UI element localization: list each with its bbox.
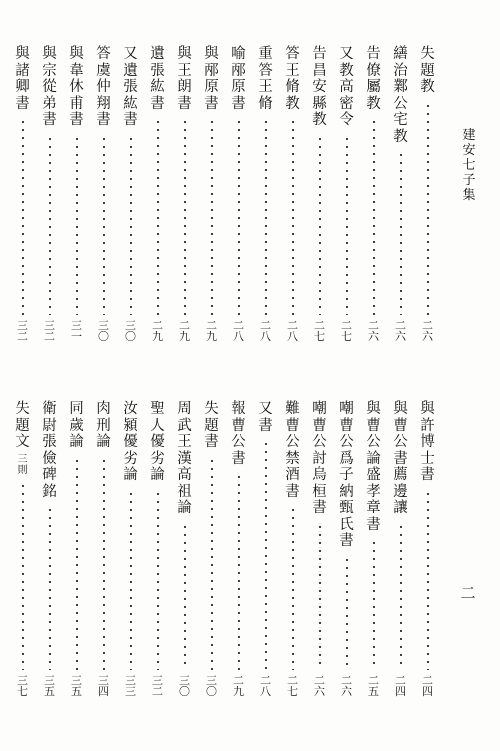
running-header: 建 安 七 子 集 — [462, 128, 476, 203]
toc-entry-page: 二 九 — [179, 319, 190, 343]
dot-leader — [427, 102, 429, 316]
dot-leader — [211, 457, 213, 671]
dot-leader — [373, 118, 375, 315]
toc-entry-page: 二 八 — [260, 674, 271, 698]
toc-entry[interactable] — [256, 46, 275, 342]
toc-entry-page: 二 八 — [233, 319, 244, 343]
toc-entry-page: 二 七 — [287, 674, 298, 698]
toc-entry-title: 與 曹 公 書 薦 邊 讓 — [393, 401, 408, 516]
toc-entry[interactable] — [67, 401, 86, 697]
toc-entry-title: 答 虞 仲 翔 書 — [96, 46, 111, 128]
toc-entry[interactable] — [229, 46, 248, 342]
toc-entry-page: 三 二 — [17, 319, 28, 343]
toc-entry-title: 與 韋 休 甫 書 — [69, 46, 84, 128]
toc-entry[interactable] — [13, 401, 32, 697]
toc-entry[interactable] — [94, 46, 113, 342]
dot-leader — [103, 135, 105, 316]
dot-leader — [319, 135, 321, 316]
toc-entry-page: 二 六 — [341, 674, 352, 698]
toc-entry-page: 三 五 — [71, 674, 82, 698]
toc-entry-title: 告 昌 安 縣 教 — [312, 46, 327, 128]
dot-leader — [22, 118, 24, 315]
dot-leader — [130, 135, 132, 316]
toc-upper-section — [0, 46, 500, 342]
toc-entry[interactable] — [364, 401, 383, 697]
toc-entry-title: 同 歲 論 — [69, 401, 84, 450]
dot-leader — [76, 457, 78, 671]
toc-entry-title: 失 題 書 — [204, 401, 219, 450]
toc-entry-page: 二 六 — [368, 319, 379, 343]
toc-entry-title: 失 題 教 — [420, 46, 435, 95]
toc-entry[interactable] — [310, 46, 329, 342]
toc-entry-page: 二 九 — [233, 674, 244, 698]
toc-entry[interactable] — [310, 401, 329, 697]
dot-leader — [292, 506, 294, 670]
dot-leader — [265, 118, 267, 315]
toc-entry[interactable] — [229, 401, 248, 697]
dot-leader — [346, 556, 348, 671]
toc-entry-title: 重 答 王 脩 — [258, 46, 273, 112]
toc-entry-page: 三 四 — [98, 674, 109, 698]
toc-entry[interactable] — [67, 46, 86, 342]
toc-entry-page: 三 一 — [71, 319, 82, 343]
toc-entry[interactable] — [202, 46, 221, 342]
dot-leader — [49, 135, 51, 316]
toc-entry-page: 三 〇 — [98, 319, 109, 343]
dot-leader — [427, 490, 429, 671]
toc-entry[interactable] — [337, 46, 356, 342]
toc-entry[interactable] — [391, 46, 410, 342]
toc-entry-title: 繕 治 鄴 公 宅 教 — [393, 46, 408, 145]
toc-entry-title: 難 曹 公 禁 酒 書 — [285, 401, 300, 500]
toc-entry-page: 二 九 — [152, 319, 163, 343]
toc-entry[interactable] — [148, 46, 167, 342]
toc-entry-title: 與 王 朗 書 — [177, 46, 192, 112]
toc-entry-title: 又 遺 張 紘 書 — [123, 46, 138, 128]
toc-entry-page: 二 六 — [314, 674, 325, 698]
toc-entry-page: 二 八 — [260, 319, 271, 343]
toc-entry[interactable] — [202, 401, 221, 697]
toc-entry-title: 與 曹 公 論 盛 孝 章 書 — [366, 401, 381, 533]
dot-leader — [319, 523, 321, 671]
toc-entry-title: 汝 潁 優 劣 論 — [123, 401, 138, 483]
dot-leader — [103, 457, 105, 671]
toc-entry[interactable] — [175, 46, 194, 342]
toc-entry-title: 聖 人 優 劣 論 — [150, 401, 165, 483]
toc-entry[interactable] — [121, 46, 140, 342]
toc-entry[interactable] — [364, 46, 383, 342]
dot-leader — [346, 135, 348, 316]
toc-entry[interactable] — [175, 401, 194, 697]
dot-leader — [238, 473, 240, 670]
toc-entry[interactable] — [337, 401, 356, 697]
toc-entry-title: 嘲 曹 公 爲 子 納 甄 氏 書 — [339, 401, 354, 549]
toc-entry-title: 遺 張 紘 書 — [150, 46, 165, 112]
toc-entry[interactable] — [13, 46, 32, 342]
toc-entry[interactable] — [40, 46, 59, 342]
toc-entry-title: 又 教 高 密 令 — [339, 46, 354, 128]
toc-entry-page: 二 七 — [341, 319, 352, 343]
toc-lower-section — [0, 401, 500, 697]
toc-entry-title: 肉 刑 論 — [96, 401, 111, 450]
toc-entry-title: 嘲 曹 公 討 烏 桓 書 — [312, 401, 327, 516]
toc-entry[interactable] — [148, 401, 167, 697]
toc-entry-title: 與 宗 從 弟 書 — [42, 46, 57, 128]
dot-leader — [211, 118, 213, 315]
toc-entry[interactable] — [94, 401, 113, 697]
toc-entry-page: 三 五 — [44, 674, 55, 698]
toc-entry-page: 三 三 — [125, 674, 136, 698]
toc-entry-page: 二 五 — [368, 674, 379, 698]
toc-entry-page: 三 〇 — [206, 674, 217, 698]
toc-entry-page: 三 七 — [17, 674, 28, 698]
dot-leader — [130, 490, 132, 671]
toc-entry-page: 二 四 — [422, 674, 433, 698]
toc-entry-title: 喻 邴 原 書 — [231, 46, 246, 112]
toc-entry-title: 與 許 博 士 書 — [420, 401, 435, 483]
dot-leader — [22, 482, 24, 671]
toc-entry-title: 周 武 王 漢 高 祖 論 — [177, 401, 192, 516]
dot-leader — [157, 118, 159, 315]
dot-leader — [184, 118, 186, 315]
toc-entry-title: 告 僚 屬 教 — [366, 46, 381, 112]
dot-leader — [373, 539, 375, 670]
toc-entry-title: 答 王 脩 教 — [285, 46, 300, 112]
dot-leader — [400, 523, 402, 671]
dot-leader — [76, 135, 78, 316]
toc-entry-page: 二 八 — [287, 319, 298, 343]
toc-entry-title: 失 題 文 — [15, 401, 30, 450]
toc-entry[interactable] — [283, 46, 302, 342]
toc-entry[interactable] — [256, 401, 275, 697]
toc-entry-page: 二 九 — [206, 319, 217, 343]
dot-leader — [265, 440, 267, 670]
toc-entry[interactable] — [418, 46, 437, 342]
toc-entry[interactable] — [418, 401, 437, 697]
toc-entry-title: 與 諸 卿 書 — [15, 46, 30, 112]
toc-entry-page: 二 七 — [314, 319, 325, 343]
dot-leader — [238, 118, 240, 315]
toc-entry-page: 三 〇 — [179, 674, 190, 698]
dot-leader — [49, 506, 51, 670]
toc-entry-page: 三 二 — [44, 319, 55, 343]
toc-entry-title: 報 曹 公 書 — [231, 401, 246, 467]
toc-entry[interactable] — [283, 401, 302, 697]
toc-entry-page: 二 四 — [395, 674, 406, 698]
dot-leader — [292, 118, 294, 315]
toc-entry-page: 二 六 — [395, 319, 406, 343]
toc-entry-title: 又 書 — [258, 401, 273, 434]
dot-leader — [184, 523, 186, 671]
toc-entry-page: 三 〇 — [125, 319, 136, 343]
toc-entry-note: 三 則 — [17, 453, 28, 476]
toc-entry[interactable] — [391, 401, 410, 697]
page-number: 二 — [460, 584, 476, 602]
toc-entry-page: 二 六 — [422, 319, 433, 343]
toc-entry-page: 三 二 — [152, 674, 163, 698]
toc-entry-title: 與 邴 原 書 — [204, 46, 219, 112]
dot-leader — [400, 151, 402, 315]
toc-entry[interactable] — [40, 401, 59, 697]
toc-entry-title: 衛 尉 張 儉 碑 銘 — [42, 401, 57, 500]
toc-entry[interactable] — [121, 401, 140, 697]
dot-leader — [157, 490, 159, 671]
